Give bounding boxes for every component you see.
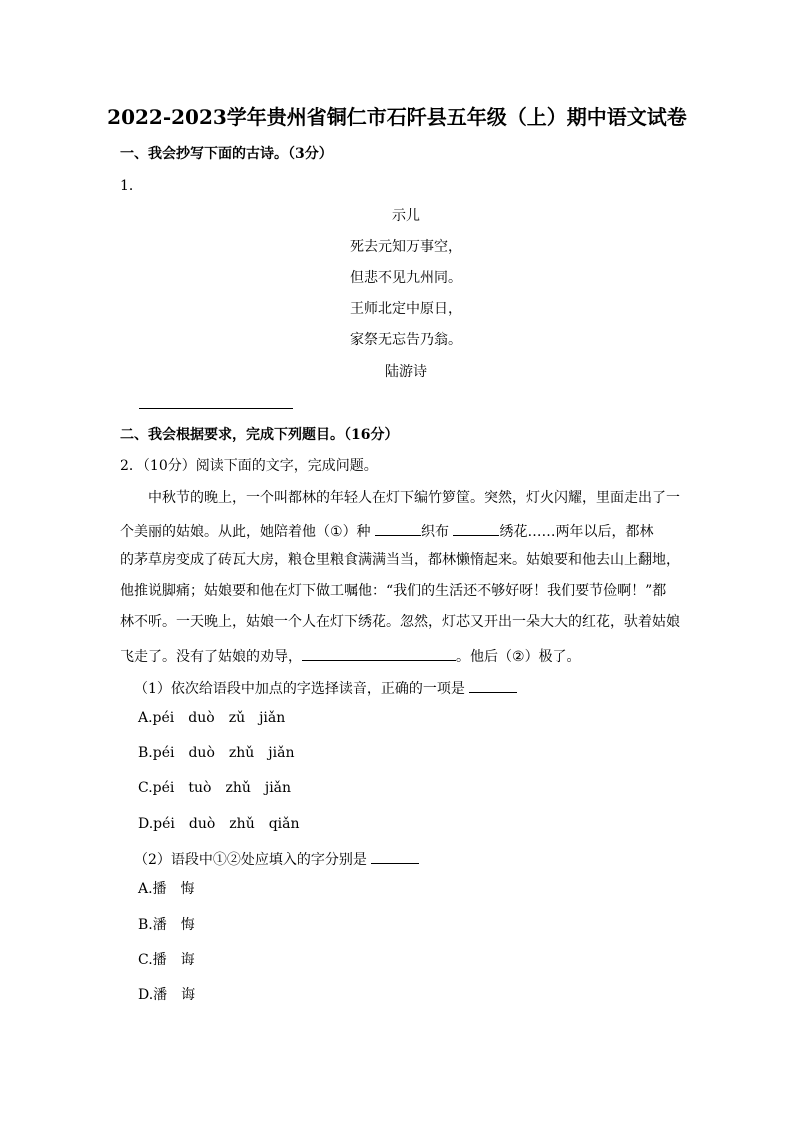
poem-author: 陆游诗 — [385, 364, 427, 380]
subquestion-1 — [134, 676, 517, 699]
option-2a: A.播 悔 — [138, 881, 195, 897]
passage-text: ）极了。 — [524, 649, 581, 665]
question2-intro: 2．（10分）阅读下面的文字，完成问题。 — [120, 458, 378, 474]
passage-text: 个美丽的姑娘。从此，她陪着他（ — [120, 524, 330, 540]
option-1b: B.péi duò zhǔ jiǎn — [138, 745, 295, 761]
answer-blank — [371, 847, 419, 864]
section1-heading: 一、我会抄写下面的古诗。（3分） — [120, 146, 333, 162]
passage-line-3: 的茅草房变成了砖瓦大房，粮仓里粮食满满当当，都林懒惰起来。姑娘要和他去山上翻地， — [120, 552, 680, 568]
poem-line-3: 王师北定中原日， — [350, 301, 462, 317]
fill-blank — [453, 519, 499, 536]
poem-line-4: 家祭无忘告乃翁。 — [350, 332, 462, 348]
passage-text: 飞走了。没有了姑娘的劝导， — [120, 649, 302, 665]
poem-title: 示儿 — [392, 208, 420, 224]
fill-blank — [375, 519, 421, 536]
option-1d: D.péi duò zhǔ qiǎn — [138, 816, 300, 832]
fill-blank — [302, 644, 456, 661]
blank-marker-2: ② — [512, 649, 525, 665]
passage-line-5: 林不听。一天晚上，姑娘一个人在灯下绣花。忽然，灯芯又开出一朵大大的红花，驮着姑娘 — [120, 614, 680, 630]
passage-text: 绣花……两年以后，都林 — [499, 524, 654, 540]
page-title: 2022-2023学年贵州省铜仁市石阡县五年级（上）期中语文试卷 — [107, 105, 687, 129]
question1-number: 1． — [120, 178, 143, 194]
option-1a: A.péi duò zǔ jiǎn — [138, 710, 286, 726]
subquestion-2 — [134, 847, 419, 870]
passage-line-4: 他推说脚痛；姑娘要和他在灯下做工嘱他：“我们的生活还不够好呀！我们要节俭啊！”都 — [120, 583, 667, 599]
subquestion-2-prompt: （2）语段中①②处应填入的字分别是 — [134, 852, 367, 868]
poem-line-1: 死去元知万事空， — [350, 239, 462, 255]
poem-line-2: 但悲不见九州同。 — [350, 270, 462, 286]
option-2d: D.潘 诲 — [138, 987, 196, 1003]
option-2c: C.播 诲 — [138, 952, 195, 968]
subquestion-1-prompt: （1）依次给语段中加点的字选择读音，正确的一项是 — [134, 681, 465, 697]
answer-line — [139, 408, 293, 409]
answer-blank — [469, 676, 517, 693]
passage-line-1: 中秋节的晚上，一个叫都林的年轻人在灯下编竹箩筐。突然，灯火闪耀，里面走出了一 — [148, 490, 680, 506]
section2-heading: 二、我会根据要求，完成下列题目。（16分） — [120, 427, 399, 443]
passage-line-2 — [120, 519, 653, 542]
passage-text: 织布 — [421, 524, 450, 540]
passage-line-6 — [120, 644, 581, 667]
option-2b: B.潘 悔 — [138, 917, 195, 933]
passage-text: 。他后（ — [456, 649, 512, 665]
option-1c: C.péi tuò zhǔ jiǎn — [138, 780, 292, 796]
passage-text: ）种 — [342, 524, 371, 540]
blank-marker-1: ① — [330, 524, 343, 540]
